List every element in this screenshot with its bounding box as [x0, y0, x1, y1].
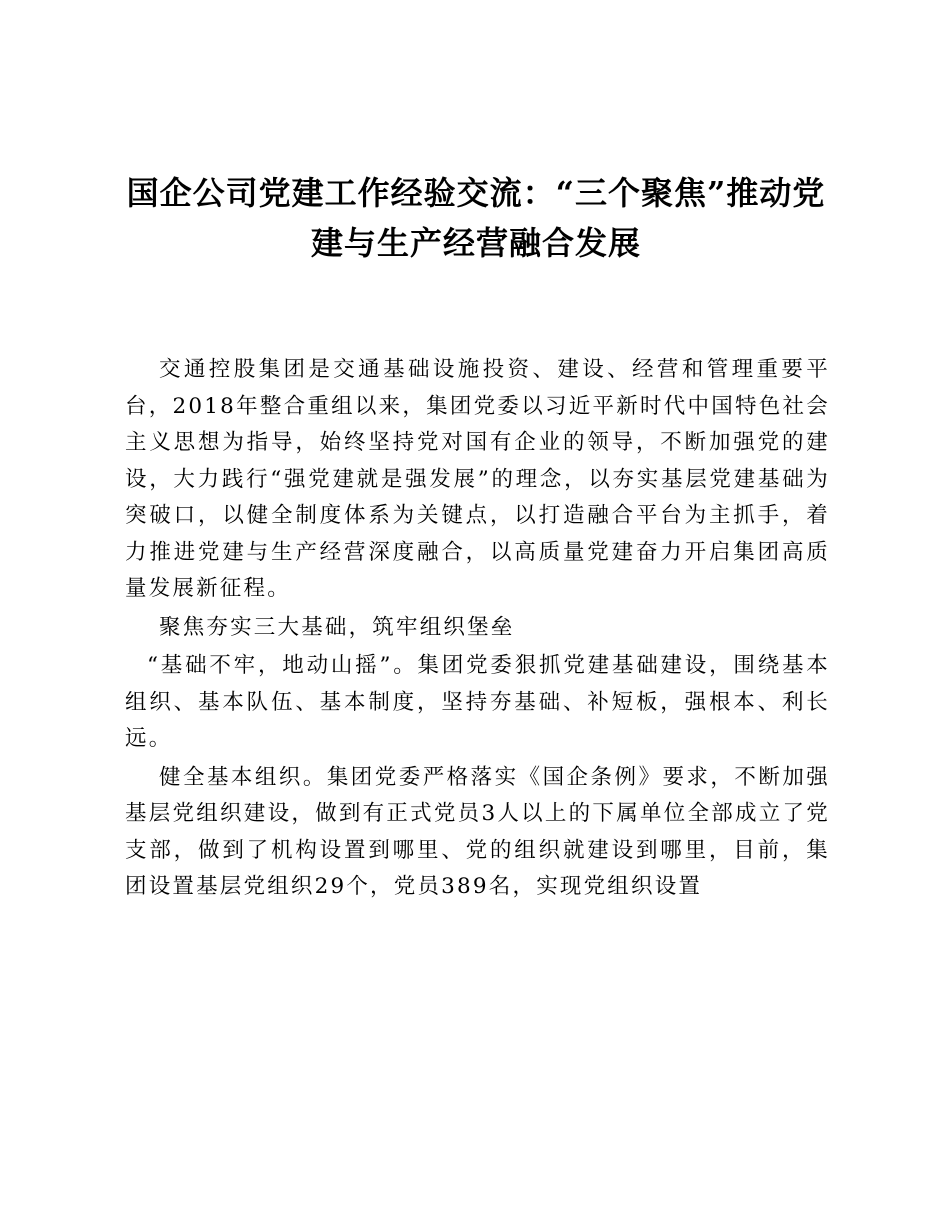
paragraph-foundation: “基础不牢，地动山摇”。集团党委狠抓党建基础建设，围绕基本组织、基本队伍、基本制度，坚持夯基础、补短板，强根本、利长远。 — [125, 653, 830, 751]
section-heading: 聚焦夯实三大基础，筑牢组织堡垒 — [159, 614, 515, 640]
paragraph-organization: 健全基本组织。集团党委严格落实《国企条例》要求，不断加强基层党组织建设，做到有正式党员3人以上的下属单位全部成立了党支部，做到了机构设置到哪里、党的组织就建设到哪里，目前，集团设置基层党组织29个，党员389名，实现党组织设置 — [125, 764, 830, 899]
paragraph-intro: 交通控股集团是交通基础设施投资、建设、经营和管理重要平台，2018年整合重组以来，集团党委以习近平新时代中国特色社会主义思想为指导，始终坚持党对国有企业的领导，不断加强党的建设，大力践行“强党建就是强发展”的理念，以夯实基层党建基础为突破口，以健全制度体系为关键点，以打造融合平台为主抓手，着力推进党建与生产经营深度融合，以高质量党建奋力开启集团高质量发展新征程。 — [125, 357, 830, 601]
document-title: 国企公司党建工作经验交流：“三个聚焦”推动党建与生产经营融合发展 — [126, 174, 826, 262]
document-body — [125, 352, 830, 908]
